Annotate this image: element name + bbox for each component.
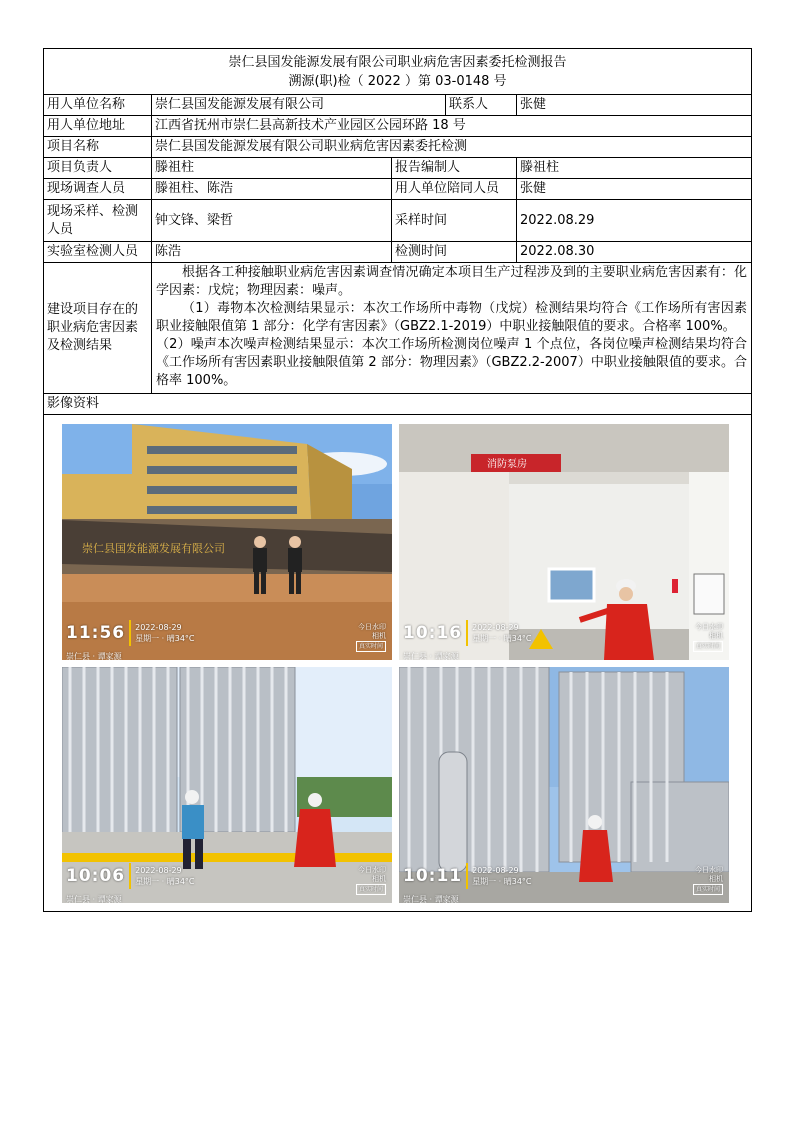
photo-timestamp: 11:56 2022-08-29 星期一 · 晴34°C 崇仁县 · 谭家源 [66,620,195,646]
address-label: 用人单位地址 [44,116,152,137]
report-sheet [43,48,751,912]
watermark-logo: 今日水印 相机 真实时间 [693,623,723,652]
test-time-label: 检测时间 [392,242,517,263]
test-time-value: 2022.08.30 [517,242,752,263]
compiler-value: 滕祖柱 [517,158,752,179]
hazards-noise-result: （2）噪声本次噪声检测结果显示：本次工作场所检测岗位噪声 1 个点位，各岗位噪声检测结果均符合《工作场所有害因素职业接触限值第 2 部分：物理因素》（GBZ2.2-2007）中职业接触限值的要求。合格率 100%。 [156,337,748,388]
watermark-logo: 今日水印 相机 真实时间 [693,866,723,895]
lab-value: 陈浩 [152,242,392,263]
hazards-intro: 根据各工种接触职业病危害因素调查情况确定本项目生产过程涉及到的主要职业病危害因素有：化学因素：戊烷；物理因素：噪声。 [156,265,748,298]
report-number: 溯源(职)检（ 2022 ）第 03-0148 号 [288,74,507,89]
photo-sign-text: 消防泵房 [487,459,527,470]
watermark-logo: 今日水印 相机 真实时间 [356,866,386,895]
sampling-value: 钟文锋、梁哲 [152,200,392,242]
project-value: 崇仁县国发能源发展有限公司职业病危害因素委托检测 [152,137,752,158]
employer-value: 崇仁县国发能源发展有限公司 [152,95,446,116]
hazards-label: 建设项目存在的职业病危害因素及检测结果 [44,263,152,394]
lab-label: 实验室检测人员 [44,242,152,263]
hazards-body [152,263,752,394]
compiler-label: 报告编制人 [392,158,517,179]
photo-timestamp: 10:11 2022-08-29 星期一 · 晴34°C 崇仁县 · 谭家源 [403,863,532,889]
photo-timestamp: 10:16 2022-08-29 星期一 · 晴34°C 崇仁县 · 谭家源 [403,620,532,646]
photo-tank-area [399,667,729,903]
contact-value: 张健 [517,95,752,116]
escort-value: 张健 [517,179,752,200]
photo-timestamp: 10:06 2022-08-29 星期一 · 晴34°C 崇仁县 · 谭家源 [66,863,195,889]
hazards-toxic-result: （1）毒物本次检测结果显示：本次工作场所中毒物（戊烷）检测结果均符合《工作场所有害因素职业接触限值第 1 部分：化学有害因素》（GBZ2.1-2019）中职业接触限值的要求。合格率 100%。 [156,301,748,334]
leader-label: 项目负责人 [44,158,152,179]
photo-pump-room [399,424,729,660]
images-label: 影像资料 [44,394,752,415]
leader-value: 滕祖柱 [152,158,392,179]
photo-vaporizer-area [62,667,392,903]
report-header [44,49,752,95]
survey-label: 现场调查人员 [44,179,152,200]
watermark-logo: 今日水印 相机 真实时间 [356,623,386,652]
photo-building [62,424,392,660]
report-title: 崇仁县国发能源发展有限公司职业病危害因素委托检测报告 [228,55,567,70]
escort-label: 用人单位陪同人员 [392,179,517,200]
sampling-label: 现场采样、检测人员 [44,200,152,242]
report-table [43,48,752,912]
project-label: 项目名称 [44,137,152,158]
contact-label: 联系人 [446,95,517,116]
survey-value: 滕祖柱、陈浩 [152,179,392,200]
employer-label: 用人单位名称 [44,95,152,116]
sampling-time-label: 采样时间 [392,200,517,242]
sampling-time-value: 2022.08.29 [517,200,752,242]
photo-sign-text: 崇仁县国发能源发展有限公司 [82,542,225,555]
photo-grid [44,415,752,912]
address-value: 江西省抚州市崇仁县高新技术产业园区公园环路 18 号 [152,116,752,137]
